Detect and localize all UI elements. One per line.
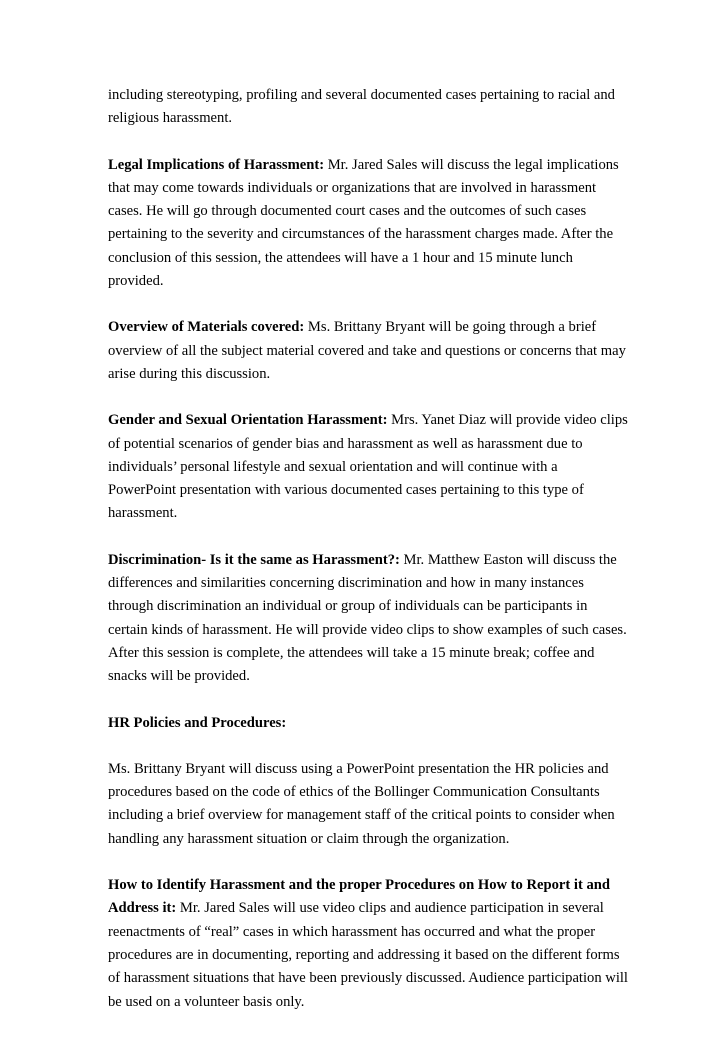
section-heading-discrimination: Discrimination- Is it the same as Harassment?: [108,551,400,568]
paragraph-racial-religious-continuation [108,84,628,131]
paragraph-overview-materials [108,316,628,386]
section-heading-overview-materials: Overview of Materials covered: [108,319,305,336]
paragraph-discrimination [108,549,628,689]
paragraph-body: including stereotyping, profiling and several documented cases pertaining to racial and religious harassment. [108,87,615,127]
paragraph-body: Mr. Jared Sales will use video clips and audience participation in several reenactments of “real” cases in which harassment has occurred and what the proper procedures are in documenting, reporting and addressing it based on the different forms of harassment situations that have been previously discussed. Audience participation will be used on a volunteer basis only. [108,900,628,1010]
paragraph-hr-policies-heading [108,712,628,735]
paragraph-legal-implications [108,154,628,294]
paragraph-body: Ms. Brittany Bryant will discuss using a PowerPoint presentation the HR policies and procedures based on the code of ethics of the Bollinger Communication Consultants including a brief overview for management staff of the critical points to consider when handling any harassment situation or claim through the organization. [108,760,615,847]
paragraph-body: Mrs. Yanet Diaz will provide video clips of potential scenarios of gender bias and harassment as well as harassment due to individuals’ personal lifestyle and sexual orientation and will continue with a PowerPoint presentation with various documented cases pertaining to this type of harassment. [108,412,628,522]
section-heading-legal-implications: Legal Implications of Harassment: [108,156,325,173]
paragraph-identify-harassment [108,874,628,1014]
paragraph-body: Mr. Jared Sales will discuss the legal implications that may come towards individuals or organizations that are involved in harassment cases. He will go through documented court cases and the outcomes of such cases pertaining to the severity and circumstances of the harassment charges made. After the conclusion of this session, the attendees will have a 1 hour and 15 minute lunch provided. [108,156,619,290]
section-heading-hr-policies: HR Policies and Procedures: [108,714,287,731]
paragraph-gender-orientation [108,409,628,525]
section-heading-gender-orientation: Gender and Sexual Orientation Harassment: [108,412,388,429]
paragraph-body: Mr. Matthew Easton will discuss the differences and similarities concerning discrimination and how in many instances through discrimination an individual or group of individuals can be participants in certain kinds of harassment. He will provide video clips to show examples of such cases. After this session is complete, the attendees will take a 15 minute break; coffee and snacks will be provided. [108,551,627,685]
paragraph-hr-policies [108,758,628,851]
document-page [108,84,628,1037]
paragraph-body: Ms. Brittany Bryant will be going through a brief overview of all the subject material covered and take and questions or concerns that may arise during this discussion. [108,319,626,382]
section-heading-identify-harassment: How to Identify Harassment and the proper Procedures on How to Report it and Address it: [108,877,610,917]
